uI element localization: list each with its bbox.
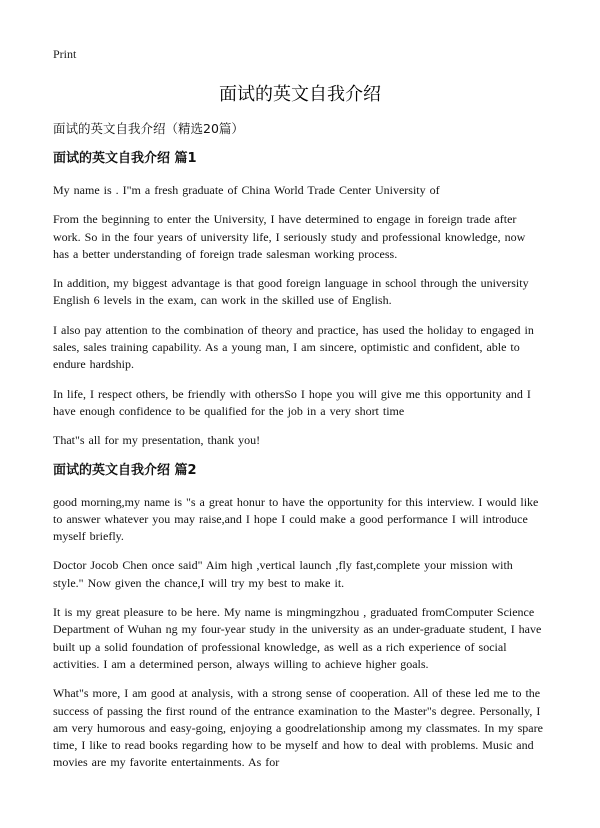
document-body <box>53 150 543 784</box>
section-1 <box>53 150 543 450</box>
print-link[interactable]: Print <box>53 47 77 61</box>
section-heading: 面试的英文自我介绍 篇1 <box>53 151 197 166</box>
paragraph: It is my great pleasure to be here. My name is mingmingzhou , graduated fromComputer Science Department of Wuhan ng my four-year study in the university as an under-graduate student, I have built up a solid foundation of professional knowledge, as well as a rich experience of social activities. I am a determined person, always willing to achieve higher goals. <box>53 605 542 671</box>
paragraph: In life, I respect others, be friendly with othersSo I hope you will give me this opportunity and I have enough confidence to be qualified for the job in a very short time <box>53 386 531 418</box>
paragraph: I also pay attention to the combination of theory and practice, has used the holiday to engaged in sales, sales training capability. As a young man, I am sincere, optimistic and confident, able to endure hardship. <box>53 322 534 372</box>
paragraph: My name is . I"m a fresh graduate of China World Trade Center University of <box>53 183 440 197</box>
paragraph: Doctor Jocob Chen once said" Aim high ,vertical launch ,fly fast,complete your mission with style." Now given the chance,I will try my best to make it. <box>53 558 513 590</box>
section-2 <box>53 462 543 772</box>
document-title: 面试的英文自我介绍 <box>219 84 381 105</box>
section-heading: 面试的英文自我介绍 篇2 <box>53 462 197 478</box>
paragraph: good morning,my name is "s a great honur to have the opportunity for this interview. I would like to answer whatever you may raise,and I hope I could make a good performance I will introduce myself briefly. <box>53 494 539 544</box>
paragraph: What"s more, I am good at analysis, with a strong sense of cooperation. All of these led me to the success of passing the first round of the entrance examination to the Master"s degree. Personally, I am very humorous and easy-going, enjoying a goodrelationship among my classmates. In my spare time, I like to read books regarding how to be myself and how to deal with problems. Music and movies are my favorite entertainments. As for <box>53 686 543 770</box>
paragraph: That"s all for my presentation, thank you! <box>53 433 261 448</box>
paragraph: In addition, my biggest advantage is that good foreign language in school through the university English 6 levels in the exam, can work in the skilled use of English. <box>53 276 529 308</box>
document-subtitle: 面试的英文自我介绍（精选20篇） <box>53 121 244 136</box>
paragraph: From the beginning to enter the University, I have determined to engage in foreign trade after work. So in the four years of university life, I seriously study and professional knowledge, now has a better understanding of foreign trade salesman working process. <box>53 212 526 261</box>
